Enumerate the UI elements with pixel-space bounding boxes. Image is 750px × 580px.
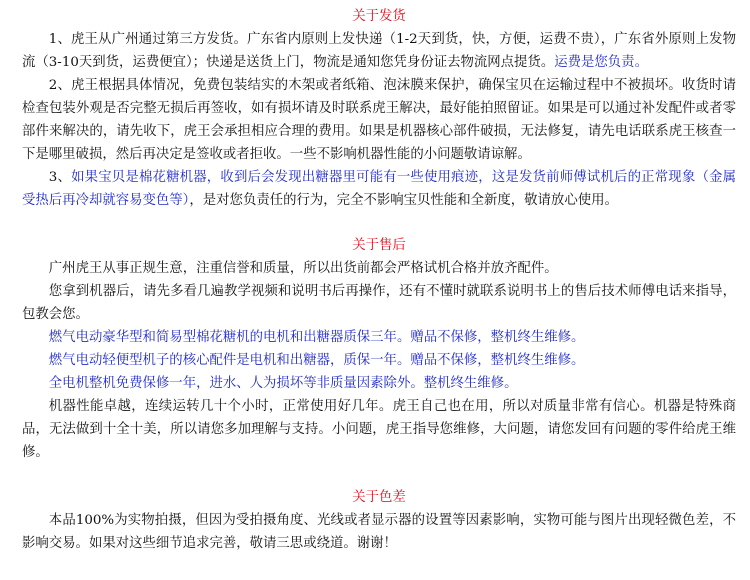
shipping-paragraph-3 [22, 166, 736, 212]
color-paragraph: 本品100%为实物拍摄，但因为受拍摄角度、光线或者显示器的设置等因素影响，实物可能与图片出现轻微色差，不影响交易。如果对这些细节追求完善，敬请三思或绕道。谢谢！ [22, 513, 736, 551]
shipping-p3-highlight: 如果宝贝是棉花糖机器，收到后会发现出糖器里可能有一些使用痕迹，这是发货前师傅试机后的正常现象（金属受热后再冷却就容易变色等） [22, 170, 736, 208]
warranty-line-2: 燃气电动轻便型机子的核心配件是电机和出糖器，质保一年。赠品不保修，整机终生维修。 [48, 353, 585, 368]
shipping-p3-number: 3、 [48, 170, 72, 185]
shipping-paragraph-1 [22, 28, 736, 74]
color-section [22, 486, 736, 555]
warranty-line-3: 全电机整机免费保修一年，进水、人为损坏等非质量因素除外。整机终生维修。 [48, 376, 518, 391]
after-sales-section [22, 234, 736, 464]
after-sales-heading: 关于售后 [352, 238, 406, 253]
section-spacer [22, 464, 736, 486]
shipping-heading: 关于发货 [352, 9, 406, 24]
after-sales-paragraph-3: 机器性能卓越，连续运转几十个小时，正常使用好几年。虎王自己也在用，所以对质量非常有信心。机器是特殊商品，无法做到十全十美，所以请您多加理解与支持。小问题，虎王指导您维修，大问题，请您发回有问题的零件给虎王维修。 [22, 399, 736, 460]
shipping-fee-note: 运费是您负责。 [554, 55, 648, 70]
after-sales-paragraph-1: 广州虎王从事正规生意，注重信誉和质量，所以出货前都会严格试机合格并放齐配件。 [48, 261, 558, 276]
warranty-line-1: 燃气电动豪华型和简易型棉花糖机的电机和出糖器质保三年。赠品不保修，整机终生维修。 [48, 330, 585, 345]
shipping-paragraph-2: 2、虎王根据具体情况，免费包装结实的木架或者纸箱、泡沫膜来保护，确保宝贝在运输过程中不被损坏。收货时请检查包装外观是否完整无损后再签收，如有损坏请及时联系虎王解决，最好能拍照留证。如果是可以通过补发配件或者零部件来解决的，请先收下，虎王会承担相应合理的费用。如果是机器核心部件破损，无法修复，请先电话联系虎王核查一下是哪里破损，然后再决定是签收或者拒收。一些不影响机器性能的小问题敬请谅解。 [22, 78, 736, 162]
shipping-section [22, 5, 736, 212]
shipping-p3-text: ，是对您负责任的行为，完全不影响宝贝性能和全新度，敬请放心使用。 [189, 193, 618, 208]
color-heading: 关于色差 [352, 490, 406, 505]
shipping-p1-text: 1、虎王从广州通过第三方发货。广东省内原则上发快递（1-2天到货，快，方便，运费不贵），广东省外原则上发物流（3-10天到货，运费便宜）；快递是送货上门，物流是通知您凭身份证去物流网点提货。 [22, 32, 736, 70]
section-spacer [22, 212, 736, 234]
after-sales-paragraph-2: 您拿到机器后，请先多看几遍教学视频和说明书后再操作，还有不懂时就联系说明书上的售后技术师傅电话来指导，包教会您。 [22, 284, 736, 322]
